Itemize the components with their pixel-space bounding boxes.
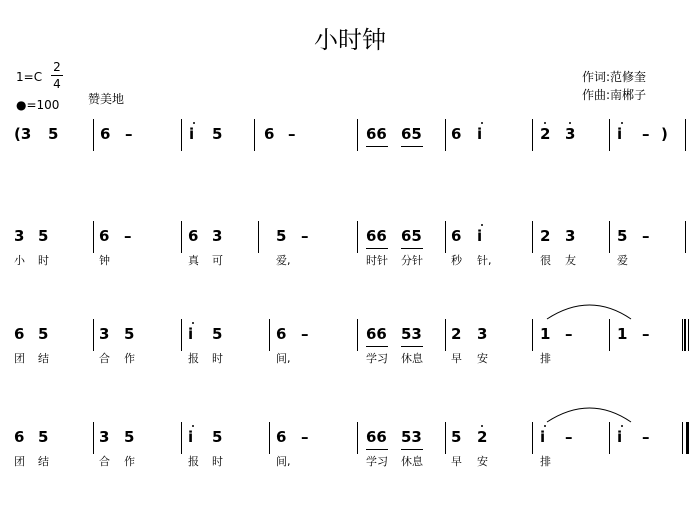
- bar-line: [181, 422, 182, 454]
- note: 66: [366, 325, 387, 343]
- note: 3: [14, 227, 25, 245]
- lyric: 排: [540, 352, 551, 365]
- lyric: 爱,: [276, 254, 291, 267]
- key-signature: 1=C: [16, 70, 43, 84]
- song-title: 小时钟: [314, 26, 386, 54]
- note: 6: [276, 428, 287, 446]
- note: 6: [14, 428, 25, 446]
- note: 5: [276, 227, 287, 245]
- note: 5: [451, 428, 462, 446]
- time-sig-numerator: 2: [53, 60, 61, 74]
- note: 65: [401, 125, 422, 143]
- note: –: [642, 227, 650, 245]
- note: i: [617, 125, 623, 143]
- lyric: 结: [38, 455, 49, 468]
- note: –: [565, 428, 573, 446]
- bar-line: [685, 119, 686, 151]
- note: –: [301, 227, 309, 245]
- lyric: 爱: [617, 254, 628, 267]
- bar-line: [181, 119, 182, 151]
- note: 5: [124, 428, 135, 446]
- note: 53: [401, 428, 422, 446]
- note: 6: [99, 227, 110, 245]
- note: 66: [366, 227, 387, 245]
- lyric: 作: [124, 455, 135, 468]
- lyric: 团: [14, 352, 25, 365]
- bar-line: [609, 319, 610, 351]
- note: 5: [617, 227, 628, 245]
- note: 5: [124, 325, 135, 343]
- final-bar-line: [686, 422, 689, 454]
- bar-line: [269, 319, 270, 351]
- octave-dot: [192, 425, 194, 427]
- lyric: 时: [38, 254, 49, 267]
- note: 2: [540, 227, 551, 245]
- note: i: [477, 227, 483, 245]
- note: i: [188, 325, 194, 343]
- note: 3: [99, 428, 110, 446]
- note: 3: [477, 325, 488, 343]
- note: i: [540, 428, 546, 446]
- note: 5: [212, 325, 223, 343]
- octave-dot: [621, 122, 623, 124]
- lyric: 时针: [366, 254, 388, 267]
- note: –: [288, 125, 296, 143]
- lyric: 间,: [276, 455, 291, 468]
- bar-line: [609, 119, 610, 151]
- bar-line: [93, 221, 94, 253]
- note: –: [642, 428, 650, 446]
- bar-line: [445, 119, 446, 151]
- lyric: 时: [212, 455, 223, 468]
- lyric: 报: [188, 352, 199, 365]
- bar-line: [609, 221, 610, 253]
- bar-line: [93, 319, 94, 351]
- lyric: 秒: [451, 254, 462, 267]
- note: 66: [366, 428, 387, 446]
- time-sig-line: [51, 75, 63, 76]
- note: 5: [48, 125, 59, 143]
- bar-line: [445, 422, 446, 454]
- lyric: 团: [14, 455, 25, 468]
- bar-line: [258, 221, 259, 253]
- note: i: [617, 428, 623, 446]
- note: –: [301, 428, 309, 446]
- note: 1: [617, 325, 628, 343]
- note: 3: [212, 227, 223, 245]
- note: –: [565, 325, 573, 343]
- lyric: 分针: [401, 254, 423, 267]
- bar-line: [357, 119, 358, 151]
- note-underline: [366, 146, 388, 147]
- lyric: 间,: [276, 352, 291, 365]
- note: 53: [401, 325, 422, 343]
- note-underline: [401, 146, 423, 147]
- note: 3: [565, 125, 576, 143]
- bar-line: [532, 422, 533, 454]
- lyric: 真: [188, 254, 199, 267]
- note: –: [124, 227, 132, 245]
- note: 5: [38, 227, 49, 245]
- octave-dot: [544, 425, 546, 427]
- bar-line: [269, 422, 270, 454]
- note: 5: [212, 428, 223, 446]
- note-underline: [401, 346, 423, 347]
- lyric: 结: [38, 352, 49, 365]
- note: 6: [276, 325, 287, 343]
- lyric: 合: [99, 455, 110, 468]
- note: i: [188, 428, 194, 446]
- note: ): [661, 125, 668, 143]
- note: 2: [540, 125, 551, 143]
- repeat-bar-line: [688, 319, 689, 351]
- lyric: 钟: [99, 254, 110, 267]
- bar-line: [532, 119, 533, 151]
- bar-line: [93, 119, 94, 151]
- octave-dot: [193, 122, 195, 124]
- octave-dot: [569, 122, 571, 124]
- bar-line: [685, 221, 686, 253]
- lyric: 排: [540, 455, 551, 468]
- bar-line: [357, 221, 358, 253]
- bar-line: [682, 422, 683, 454]
- bar-line: [532, 319, 533, 351]
- tempo-marking: [16, 98, 59, 112]
- note: 5: [38, 325, 49, 343]
- note: 5: [38, 428, 49, 446]
- octave-dot: [192, 322, 194, 324]
- bar-line: [254, 119, 255, 151]
- bar-line: [181, 319, 182, 351]
- lyric: 休息: [401, 455, 423, 468]
- lyric: 休息: [401, 352, 423, 365]
- note: i: [189, 125, 195, 143]
- note: 2: [477, 428, 488, 446]
- note: 6: [188, 227, 199, 245]
- lyric: 安: [477, 352, 488, 365]
- bar-line: [609, 422, 610, 454]
- lyric: 小: [14, 254, 25, 267]
- bar-line: [93, 422, 94, 454]
- bar-line: [532, 221, 533, 253]
- time-signature: [51, 60, 63, 91]
- time-sig-denominator: 4: [53, 77, 61, 91]
- octave-dot: [481, 224, 483, 226]
- lyricist-credit: 作词:范修奎: [582, 70, 647, 84]
- lyric: 早: [451, 455, 462, 468]
- lyric: 友: [565, 254, 576, 267]
- octave-dot: [544, 122, 546, 124]
- lyric: 学习: [366, 352, 388, 365]
- note: 6: [14, 325, 25, 343]
- lyric: 时: [212, 352, 223, 365]
- tie-arc: [545, 297, 635, 321]
- note: 5: [212, 125, 223, 143]
- note: 6: [451, 227, 462, 245]
- bar-line: [445, 319, 446, 351]
- note: 6: [451, 125, 462, 143]
- lyric: 报: [188, 455, 199, 468]
- lyric: 安: [477, 455, 488, 468]
- lyric: 很: [540, 254, 551, 267]
- note: 66: [366, 125, 387, 143]
- note-underline: [366, 346, 388, 347]
- bar-line: [445, 221, 446, 253]
- note: –: [301, 325, 309, 343]
- note-underline: [366, 248, 388, 249]
- note: 1: [540, 325, 551, 343]
- note: 2: [451, 325, 462, 343]
- note: –: [125, 125, 133, 143]
- lyric: 早: [451, 352, 462, 365]
- composer-credit: 作曲:南郴子: [582, 88, 647, 102]
- lyric: 可: [212, 254, 223, 267]
- note: i: [477, 125, 483, 143]
- expression-marking: 赞美地: [88, 92, 125, 106]
- bar-line: [682, 319, 683, 351]
- note-underline: [401, 449, 423, 450]
- lyric: 学习: [366, 455, 388, 468]
- note: 6: [100, 125, 111, 143]
- note: 6: [264, 125, 275, 143]
- note: 3: [565, 227, 576, 245]
- note: 65: [401, 227, 422, 245]
- bar-line: [357, 422, 358, 454]
- note: 3: [99, 325, 110, 343]
- octave-dot: [481, 425, 483, 427]
- octave-dot: [621, 425, 623, 427]
- note: (3: [14, 125, 32, 143]
- quarter-note-icon: ●: [16, 98, 27, 112]
- note-underline: [366, 449, 388, 450]
- note-underline: [401, 248, 423, 249]
- tempo-value: =100: [26, 98, 60, 112]
- note: –: [642, 325, 650, 343]
- note: –: [642, 125, 650, 143]
- bar-line: [181, 221, 182, 253]
- repeat-bar-line: [684, 319, 686, 351]
- octave-dot: [481, 122, 483, 124]
- lyric: 合: [99, 352, 110, 365]
- lyric: 作: [124, 352, 135, 365]
- bar-line: [357, 319, 358, 351]
- lyric: 针,: [477, 254, 492, 267]
- tie-arc: [545, 400, 635, 424]
